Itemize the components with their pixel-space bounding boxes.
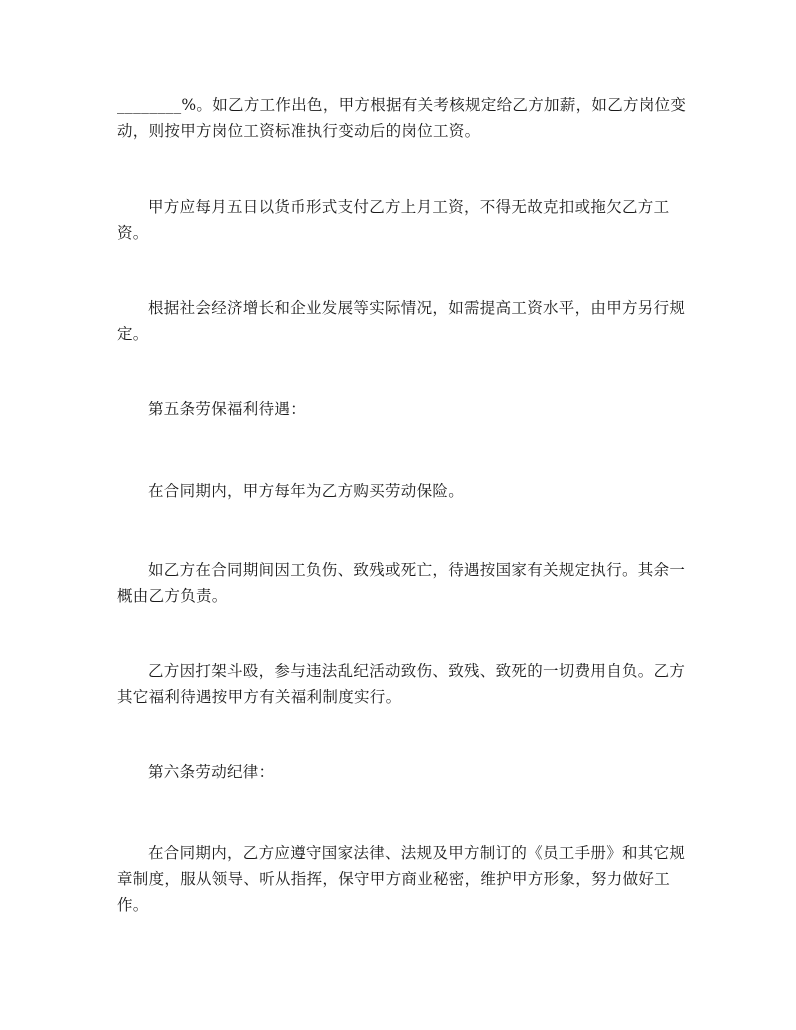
paragraph-payment-date: 甲方应每月五日以货币形式支付乙方上月工资，不得无故克扣或拖欠乙方工资。 [117, 198, 670, 242]
paragraph-discipline: 在合同期内，乙方应遵守国家法律、法规及甲方制订的《员工手册》和其它规章制度，服从领导、听从指挥，保守甲方商业秘密，维护甲方形象，努力做好工作。 [117, 844, 686, 914]
section-heading-article-5: 第五条劳保福利待遇： [148, 400, 307, 418]
paragraph-fighting-costs: 乙方因打架斗殴，参与违法乱纪活动致伤、致残、致死的一切费用自负。乙方其它福利待遇按甲方有关福利制度实行。 [117, 662, 686, 706]
paragraph-insurance: 在合同期内，甲方每年为乙方购买劳动保险。 [148, 482, 465, 500]
paragraph-salary-raise: ________%。如乙方工作出色，甲方根据有关考核规定给乙方加薪，如乙方岗位变动，则按甲方岗位工资标准执行变动后的岗位工资。 [117, 96, 687, 140]
paragraph-salary-adjustment: 根据社会经济增长和企业发展等实际情况，如需提高工资水平，由甲方另行规定。 [117, 299, 686, 343]
paragraph-work-injury: 如乙方在合同期间因工负伤、致残或死亡，待遇按国家有关规定执行。其余一概由乙方负责。 [117, 561, 686, 605]
section-heading-article-6: 第六条劳动纪律： [148, 763, 275, 781]
